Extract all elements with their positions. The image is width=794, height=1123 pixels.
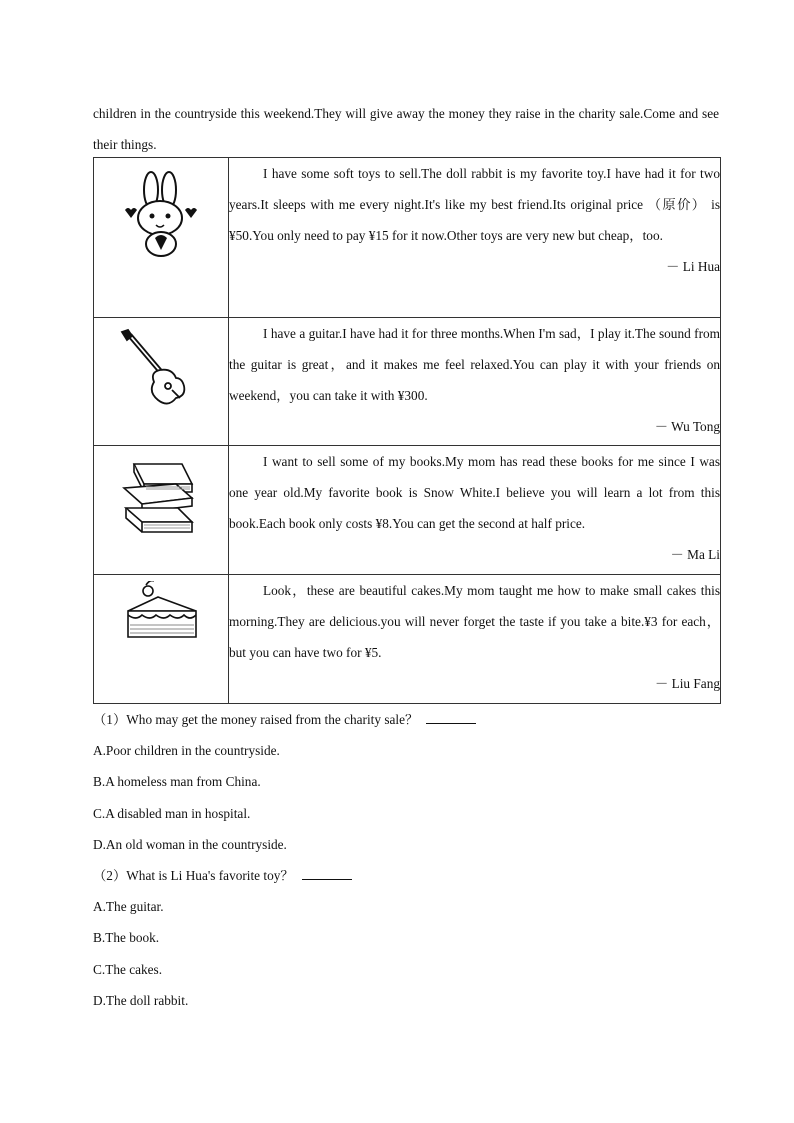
item-signature: － Ma Li — [670, 547, 720, 562]
question-text: （1）Who may get the money raised from the charity sale？ — [93, 712, 419, 727]
guitar-icon — [116, 328, 206, 418]
table-row — [94, 318, 721, 446]
charity-sale-table — [93, 157, 721, 704]
question-1-option-a: A.Poor children in the countryside. — [93, 743, 280, 758]
intro-paragraph: children in the countryside this weekend.They will give away the money they raise in the charity sale.Come and see their things. — [93, 106, 719, 152]
answer-blank[interactable] — [302, 867, 352, 880]
item-signature: － Li Hua — [666, 259, 720, 274]
item-text-cell — [229, 575, 721, 704]
question-2-option-d: D.The doll rabbit. — [93, 993, 189, 1008]
item-signature: － Liu Fang — [654, 676, 720, 691]
rabbit-doll-icon — [121, 170, 201, 260]
question-2-option-a: A.The guitar. — [93, 899, 164, 914]
item-text-cell — [229, 158, 721, 318]
question-1-stem — [93, 710, 476, 730]
item-description: Look，these are beautiful cakes.My mom taught me how to make small cakes this morning.They are delicious.you will never forget the taste if you take a bite.¥3 for each，but you can have two for ¥5. — [229, 583, 720, 660]
item-text-cell — [229, 318, 721, 446]
image-cell — [94, 446, 229, 575]
image-cell — [94, 318, 229, 446]
image-cell — [94, 158, 229, 318]
table-row — [94, 446, 721, 575]
question-1-option-b: B.A homeless man from China. — [93, 774, 261, 789]
books-icon — [116, 458, 206, 548]
item-text-cell — [229, 446, 721, 575]
image-cell — [94, 575, 229, 704]
item-description: I want to sell some of my books.My mom has read these books for me since I was one year old.My favorite book is Snow White.I believe you will learn a lot from this book.Each book only costs ¥8.You can get the second at half price. — [229, 454, 720, 531]
question-1-option-d: D.An old woman in the countryside. — [93, 837, 287, 852]
question-2-stem — [93, 866, 352, 886]
item-description: I have some soft toys to sell.The doll rabbit is my favorite toy.I have had it for two years.It sleeps with me every night.It's like my best friend.Its original price （原价） is ¥50.You only need to pay ¥15 for it now.Other toys are very new but cheap，too. — [229, 166, 720, 243]
question-1-option-c: C.A disabled man in hospital. — [93, 806, 251, 821]
question-2-option-c: C.The cakes. — [93, 962, 163, 977]
table-row — [94, 158, 721, 318]
answer-blank[interactable] — [426, 711, 476, 724]
item-description: I have a guitar.I have had it for three months.When I'm sad，I play it.The sound from the guitar is great，and it makes me feel relaxed.You can play it with your friends on weekend，you can take it with ¥300. — [229, 326, 720, 403]
item-signature: － Wu Tong — [654, 419, 720, 434]
question-text: （2）What is Li Hua's favorite toy？ — [93, 868, 294, 883]
cake-slice-icon — [118, 581, 208, 651]
question-2-option-b: B.The book. — [93, 930, 160, 945]
table-row — [94, 575, 721, 704]
